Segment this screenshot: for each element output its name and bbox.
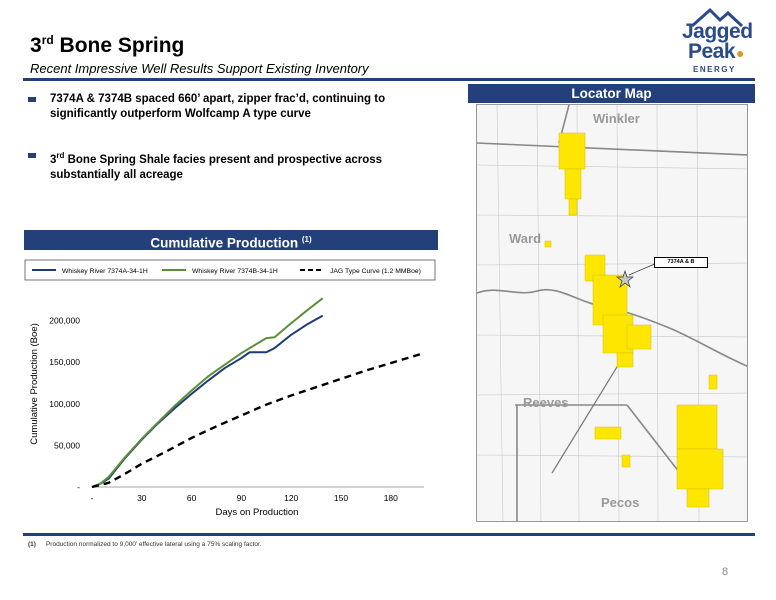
bullet-marker: [28, 97, 36, 102]
legend-label-2: Whiskey River 7374B-34-1H: [192, 268, 278, 275]
county-label-winkler: Winkler: [593, 111, 640, 126]
company-logo: [676, 6, 756, 76]
legend-label-1: Whiskey River 7374A-34-1H: [62, 268, 148, 275]
y-tick-label: 150,000: [49, 357, 80, 368]
x-tick-label: 120: [284, 493, 299, 503]
flame-icon: ●: [736, 45, 745, 61]
y-axis-label: Cumulative Production (Boe): [29, 323, 40, 445]
map-section-header: Locator Map: [468, 84, 755, 103]
x-tick-label: 30: [137, 493, 147, 503]
county-label-ward: Ward: [509, 231, 542, 246]
footnote: (1) Production normalized to 9,000’ effective lateral using a 75% scaling factor.: [28, 541, 262, 548]
y-tick-label: 200,000: [49, 315, 80, 326]
x-tick-label: -: [90, 493, 94, 503]
bullet-text: 7374A & 7374B spaced 660’ apart, zipper frac’d, continuing to significantly outperform Wolfcamp A type curve: [50, 93, 386, 120]
x-tick-label: 90: [236, 493, 247, 503]
bullet-item: [28, 92, 428, 122]
y-tick-label: 50,000: [54, 440, 80, 451]
x-axis-label: Days on Production: [215, 507, 299, 518]
series-line-2: [92, 298, 323, 487]
well-callout: 7374A & B: [654, 257, 708, 268]
title-divider: [23, 78, 755, 81]
county-label-pecos: Pecos: [601, 495, 640, 510]
map-canvas: [477, 105, 748, 522]
logo-text-line3: ENERGY: [693, 65, 736, 74]
locator-map: [476, 104, 748, 522]
bullet-text: 3rd Bone Spring Shale facies present and prospective across substantially all acreage: [50, 151, 383, 181]
page-subtitle: Recent Impressive Well Results Support Existing Inventory: [30, 61, 369, 76]
page-number: 8: [722, 566, 729, 578]
logo-text-line2: Peak●: [688, 40, 745, 63]
chart-legend: [32, 268, 421, 275]
series-line-3: [92, 353, 424, 487]
logo-text-line1: Jagged: [682, 20, 753, 43]
y-tick-label: -: [77, 482, 80, 492]
series-line-1: [92, 316, 323, 487]
county-label-reeves: Reeves: [523, 395, 569, 410]
x-tick-label: 150: [333, 493, 349, 503]
legend-label-3: JAG Type Curve (1.2 MMBoe): [330, 268, 421, 275]
x-tick-label: 60: [186, 493, 197, 503]
y-tick-label: 100,000: [49, 398, 80, 409]
cumulative-production-chart: [20, 254, 438, 524]
page-title: 3rd Bone Spring: [30, 33, 185, 57]
bullet-item: [28, 148, 428, 183]
chart-section-header: Cumulative Production $^{(1)}$: [24, 230, 438, 250]
footer-divider: [23, 533, 755, 536]
bullet-list: [28, 92, 428, 209]
bullet-marker: [28, 153, 36, 158]
x-tick-label: 180: [383, 493, 398, 503]
